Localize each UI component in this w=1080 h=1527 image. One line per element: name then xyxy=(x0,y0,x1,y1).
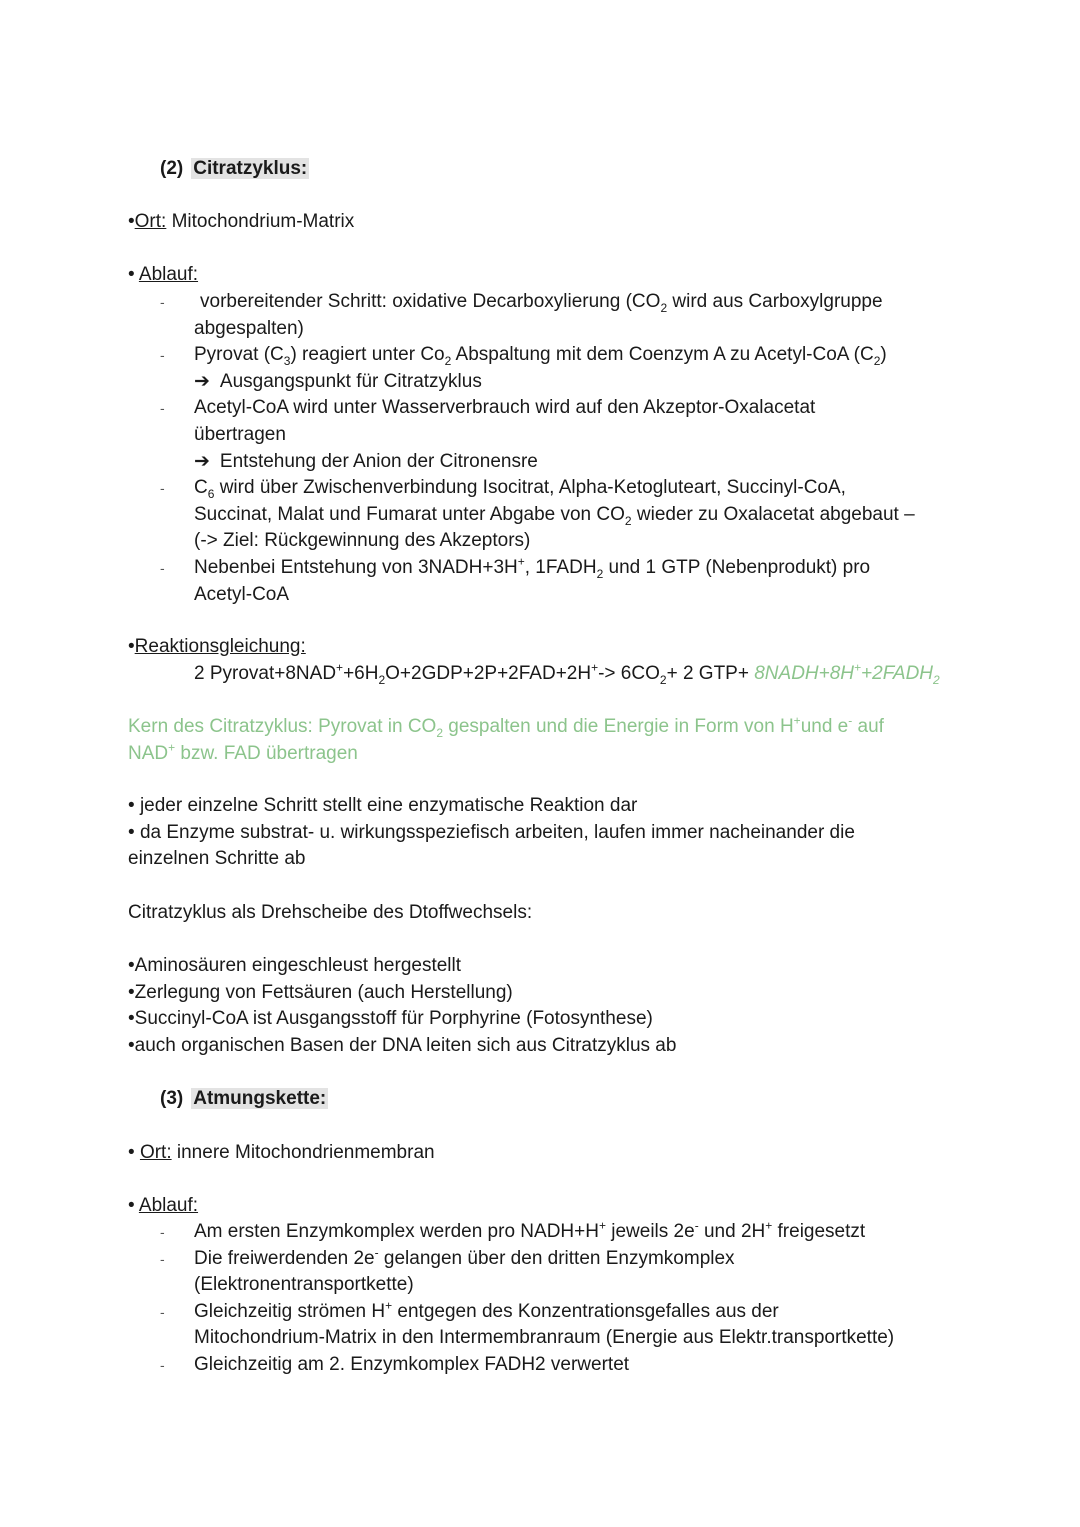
arrow-icon: ➔ xyxy=(194,450,210,472)
bullet: • xyxy=(128,211,135,232)
ort-line-3: • Ort: innere Mitochondrienmembran xyxy=(128,1142,435,1163)
list-item: •Zerlegung von Fettsäuren (auch Herstellung) xyxy=(128,981,513,1003)
list-item: •Succinyl-CoA ist Ausgangsstoff für Porphyrine (Fotosynthese) xyxy=(128,1008,653,1030)
list-item: - Gleichzeitig am 2. Enzymkomplex FADH2 verwertet xyxy=(160,1353,630,1375)
notes xyxy=(128,793,1008,873)
list-item: - Acetyl-CoA wird unter Wasserverbrauch wird auf den Akzeptor-Oxalacetat übertragen ➔ Entstehung der Anion der Citronensre xyxy=(194,395,994,475)
reaktion-equation: 2 $Pyrovat+8NAD^++6H_2O+2GDP+2P+2FAD+2H^+-> 6CO_2+ 2$ $GTP+ 8NADH+8H^++2FADH_2$ xyxy=(194,660,940,687)
section-2-heading xyxy=(160,156,309,183)
list-item: - Pyrovat $(C_3)$ reagiert unter $Co_2$ Abspaltung mit dem Coenzym A zu Acetyl-CoA $(C_2)$ ➔ Ausgangspunkt für Citratzyklus xyxy=(194,342,994,395)
drehscheibe-title: Citratzyklus als Drehscheibe des Dtoffwechsels: xyxy=(128,902,533,923)
reaktion-line xyxy=(128,634,306,661)
section-3-title: Atmungskette: xyxy=(193,1088,327,1109)
ort-line xyxy=(128,209,354,236)
ablauf-line-3: • Ablauf: xyxy=(128,1195,199,1216)
list-item: - Nebenbei Entstehung von 3NADH+3H+, $1FADH_2$ und 1 GTP (Nebenprodukt) pro Acetyl-CoA xyxy=(160,554,871,605)
highlighted-products: $8NADH+8H^++2FADH_2$ xyxy=(754,660,940,687)
section-3-number: (3) xyxy=(160,1088,184,1109)
bullet: • xyxy=(128,636,135,657)
arrow-icon: ➔ xyxy=(194,370,210,392)
kern-text: Kern des Citratzyklus: Pyrovat in $CO_2$ gespalten und die Energie in Form von H+und e- auf NAD+ bzw. FAD übertragen xyxy=(128,713,884,764)
ablauf-list-3 xyxy=(160,1218,994,1379)
reaktion-label: Reaktionsgleichung: xyxy=(134,636,306,657)
list-item: - Am ersten Enzymkomplex werden pro NADH+H+ jeweils 2e- und 2H+ freigesetzt xyxy=(160,1218,866,1242)
section-3-heading xyxy=(160,1086,328,1113)
ort-label: Ort: xyxy=(134,211,167,232)
note-item: • jeder einzelne Schritt stellt eine enzymatische Reaktion dar xyxy=(128,795,638,816)
bullet: • xyxy=(128,264,135,285)
ort-value: Mitochondrium-Matrix xyxy=(171,211,355,232)
section-2-number: (2) xyxy=(160,158,184,179)
list-item: - $C_6$ wird über Zwischenverbindung Isocitrat, Alpha-Ketogluteart, Succinyl-CoA, Succinat, Malat und Fumarat unter Abgabe von $CO_2$ wieder zu Oxalacetat abgebaut – (-> Ziel: Rückgewinnung des Akzeptors) xyxy=(160,477,915,552)
list-item: •auch organischen Basen der DNA leiten sich aus Citratzyklus ab xyxy=(128,1034,677,1056)
list-item: - Gleichzeitig strömen H+ entgegen des Konzentrationsgefalles aus der Mitochondrium-Matrix in den Intermembranraum (Energie aus Elektr.transportkette) xyxy=(160,1298,895,1349)
note-item: • da Enzyme substrat- u. wirkungsspeziefisch arbeiten, laufen immer nacheinander die einzelnen Schritte ab xyxy=(128,821,855,870)
ablauf-list xyxy=(160,289,994,608)
list-item: •Aminosäuren eingeschleust hergestellt xyxy=(128,955,462,976)
list-item: - vorbereitender Schritt: oxidative Decarboxylierung ($CO_2$ wird aus Carboxylgruppe abgespalten) xyxy=(160,291,883,339)
ablauf-line xyxy=(128,262,198,289)
ablauf-label: Ablauf: xyxy=(138,264,199,285)
drehscheibe-list xyxy=(128,953,1008,1059)
section-2-title: Citratzyklus: xyxy=(193,158,308,179)
list-item: - Die freiwerdenden 2e- gelangen über den dritten Enzymkomplex (Elektronentransportkette) xyxy=(160,1245,735,1296)
